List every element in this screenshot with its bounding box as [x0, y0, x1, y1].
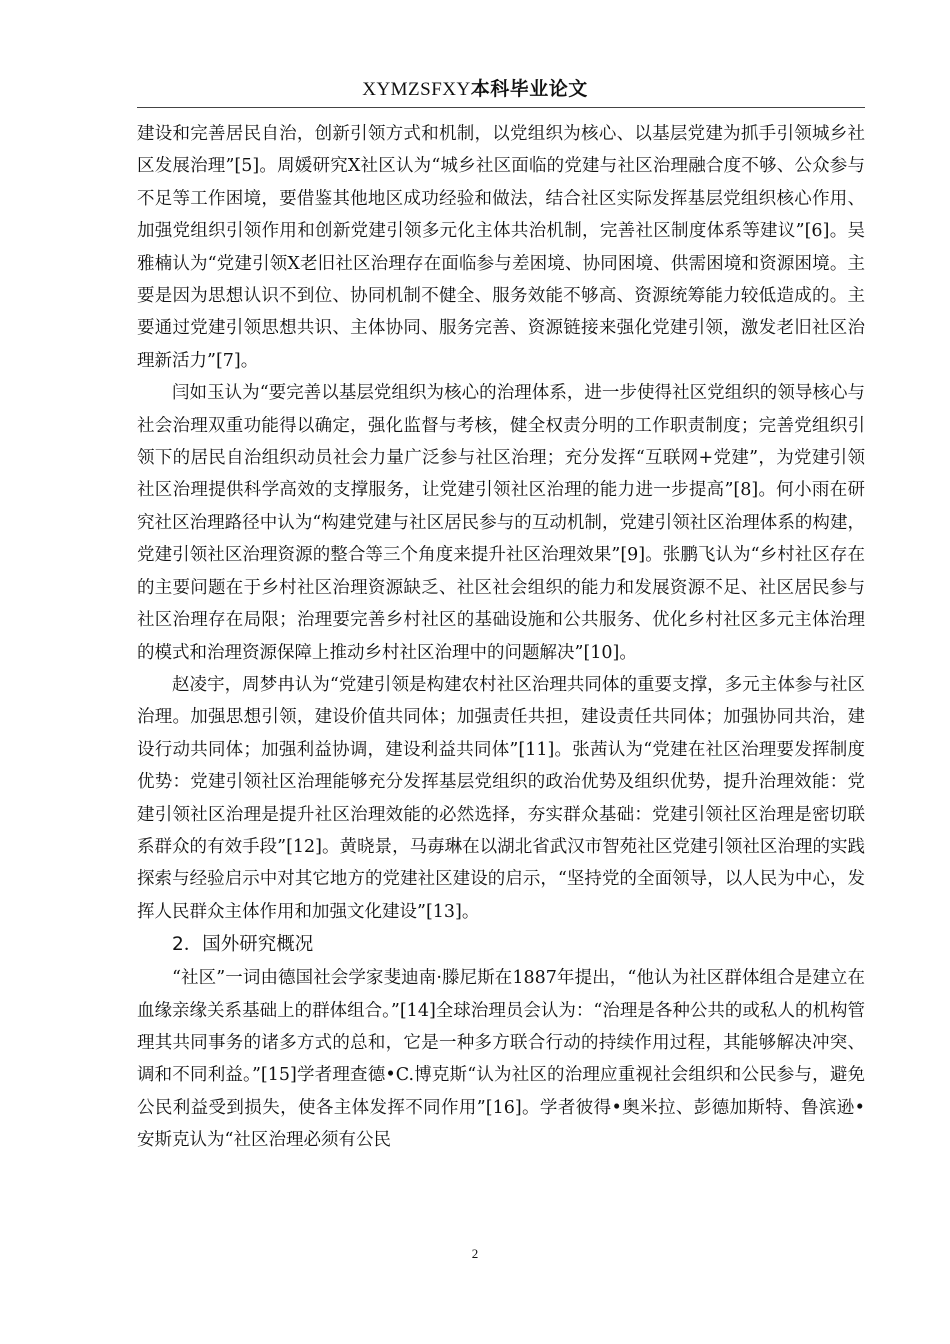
page-header	[0, 74, 950, 101]
paragraph-2: 闫如玉认为“要完善以基层党组织为核心的治理体系，进一步使得社区党组织的领导核心与社会治理双重功能得以确定，强化监督与考核，健全权责分明的工作职责制度；完善党组织引领下的居民自治组织动员社会力量广泛参与社区治理；充分发挥“互联网+党建”，为党建引领社区治理提供科学高效的支撑服务，让党建引领社区治理的能力进一步提高”[8]。何小雨在研究社区治理路径中认为“构建党建与社区居民参与的互动机制，党建引领社区治理体系的构建，党建引领社区治理资源的整合等三个角度来提升社区治理效果”[9]。张鹏飞认为“乡村社区存在的主要问题在于乡村社区治理资源缺乏、社区社会组织的能力和发展资源不足、社区居民参与社区治理存在局限；治理要完善乡村社区的基础设施和公共服务、优化乡村社区多元主体治理的模式和治理资源保障上推动乡村社区治理中的问题解决”[10]。	[137, 383, 865, 663]
section-heading: 2．国外研究概况	[172, 934, 314, 956]
header-rule	[137, 107, 865, 108]
paragraph-4: “社区”一词由德国社会学家斐迪南·滕尼斯在1887年提出，“他认为社区群体组合是建立在血缘亲缘关系基础上的群体组合。”[14]全球治理员会认为：“治理是各种公共的或私人的机构管理其共同事务的诸多方式的总和，它是一种多方联合行动的持续作用过程，其能够解决冲突、调和不同利益。”[15]学者理查德•C.博克斯“认为社区的治理应重视社会组织和公民参与，避免公民利益受到损失，使各主体发挥不同作用”[16]。学者彼得•奥米拉、彭德加斯特、鲁滨逊•安斯克认为“社区治理必须有公民	[137, 968, 865, 1151]
page-number: 2	[471, 1246, 479, 1261]
body-text	[137, 118, 865, 1157]
paragraph-1: 建设和完善居民自治，创新引领方式和机制，以党组织为核心、以基层党建为抓手引领城乡社区发展治理”[5]。周媛研究X社区认为“城乡社区面临的党建与社区治理融合度不够、公众参与不足等工作困境，要借鉴其他地区成功经验和做法，结合社区实际发挥基层党组织核心作用、加强党组织引领作用和创新党建引领多元化主体共治机制，完善社区制度体系等建议”[6]。吴雅楠认为“党建引领X老旧社区治理存在面临参与差困境、协同困境、供需困境和资源困境。主要是因为思想认识不到位、协同机制不健全、服务效能不够高、资源统筹能力较低造成的。主要通过党建引领思想共识、主体协同、服务完善、资源链接来强化党建引领，激发老旧社区治理新活力”[7]。	[137, 124, 865, 371]
header-title: 本科毕业论文	[470, 78, 588, 100]
paragraph-3: 赵凌宇，周梦冉认为“党建引领是构建农村社区治理共同体的重要支撑，多元主体参与社区治理。加强思想引领，建设价值共同体；加强责任共担，建设责任共同体；加强协同共治，建设行动共同体；加强利益协调，建设利益共同体”[11]。张茜认为“党建在社区治理要发挥制度优势：党建引领社区治理能够充分发挥基层党组织的政治优势及组织优势，提升治理效能：党建引领社区治理是提升社区治理效能的必然选择，夯实群众基础：党建引领社区治理是密切联系群众的有效手段”[12]。黄晓景，马毐琳在以湖北省武汉市智苑社区党建引领社区治理的实践探索与经验启示中对其它地方的党建社区建设的启示，“坚持党的全面领导，以人民为中心，发挥人民群众主体作用和加强文化建设”[13]。	[137, 674, 865, 922]
header-code: XYMZSFXY	[362, 79, 471, 100]
